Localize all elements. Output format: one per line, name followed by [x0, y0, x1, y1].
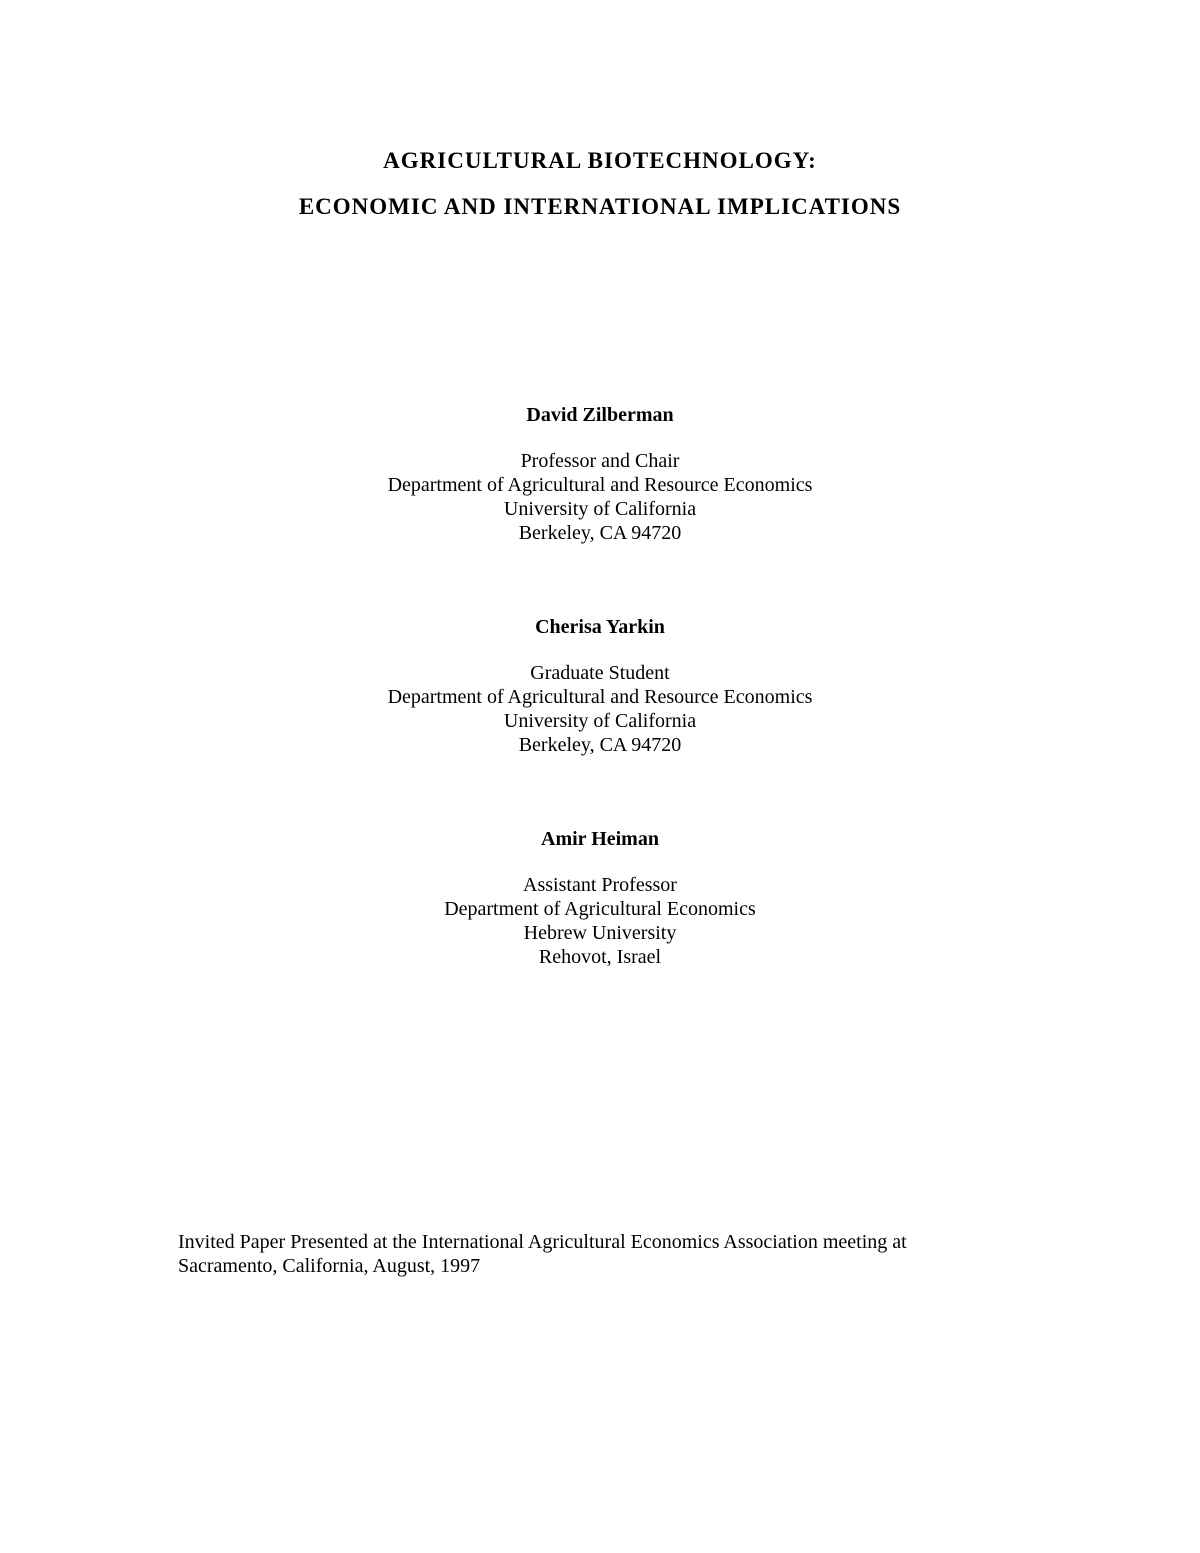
- title-line-1: AGRICULTURAL BIOTECHNOLOGY:: [383, 148, 817, 173]
- author-block: [0, 402, 1200, 545]
- presentation-note-line-2: Sacramento, California, August, 1997: [178, 1255, 481, 1277]
- author-name: Cherisa Yarkin: [535, 616, 665, 638]
- paper-title: [0, 138, 1200, 230]
- author-position: Professor and Chair: [520, 450, 680, 472]
- title-line-2: ECONOMIC AND INTERNATIONAL IMPLICATIONS: [298, 194, 902, 219]
- author-location: Berkeley, CA 94720: [518, 734, 682, 756]
- author-name: Amir Heiman: [541, 828, 659, 850]
- author-name: David Zilberman: [526, 404, 674, 426]
- author-location: Rehovot, Israel: [538, 946, 662, 968]
- author-location: Berkeley, CA 94720: [518, 522, 682, 544]
- author-department: Department of Agricultural Economics: [444, 898, 756, 920]
- author-block: [0, 614, 1200, 757]
- author-block: [0, 826, 1200, 969]
- author-department: Department of Agricultural and Resource Economics: [387, 474, 813, 496]
- author-position: Assistant Professor: [523, 874, 677, 896]
- author-institution: Hebrew University: [523, 922, 677, 944]
- author-institution: University of California: [503, 710, 697, 732]
- presentation-note-line-1: Invited Paper Presented at the International Agricultural Economics Association meeting at: [178, 1231, 907, 1253]
- author-department: Department of Agricultural and Resource Economics: [387, 686, 813, 708]
- author-institution: University of California: [503, 498, 697, 520]
- presentation-note: [178, 1230, 1078, 1278]
- author-position: Graduate Student: [530, 662, 670, 684]
